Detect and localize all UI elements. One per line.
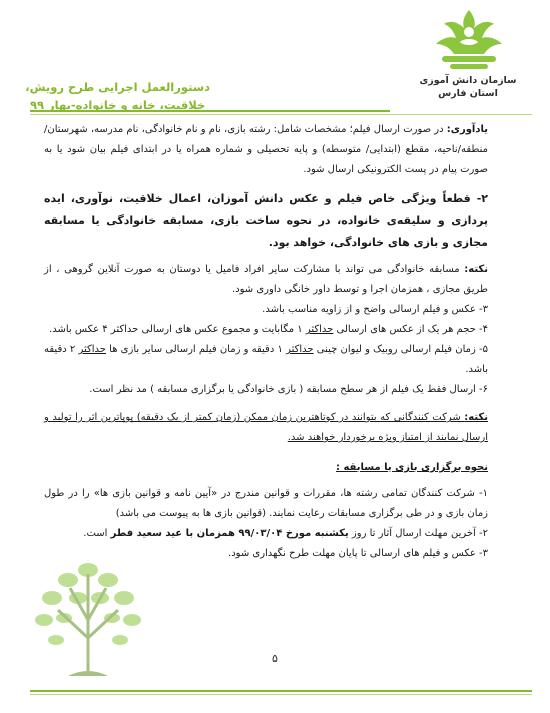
section-item-3: ۳- عکس و فیلم های ارسالی تا پایان مهلت طرح نگهداری شود. [228,548,488,559]
item-5-text-a: ۵- زمان فیلم ارسالی روبیک و لیوان چینی [313,344,489,355]
note-2-text: شرکت کنندگانی که بتوانند در کوتاهترین زمان ممکن (زمان کمتر از یک دقیقه) پوپاترین اثر را تولید و ارسال نمایند از امتیاز ویژه برخوردار خواهند شد. [44,412,488,443]
note-2 [44,408,488,448]
reminder-paragraph [44,120,488,180]
note-2-label: نکته: [464,412,488,423]
document-title-line1: دستورالعمل اجرایی طرح رویش، [25,80,210,94]
document-title-line2: خلاقیت، خانه و خانواده-بهار ۹۹ [30,98,206,112]
organization-logo-icon [430,6,508,72]
organization-name-line2: استان فارس [438,88,498,99]
note-1-label: نکته: [464,264,488,275]
section-item-1: ۱- شرکت کنندگان تمامی رشته ها، مقررات و قوانین مندرج در «آیین نامه و قوانین بازی ها» را در طول زمان بازی و در طی برگزاری مسابقات رعایت نمایند. (قوانین بازی ها به پیوست می باشد) [44,488,488,519]
header-divider [30,110,390,112]
header-divider-thin [30,114,532,115]
section-item-2-text-c: است. [83,528,111,539]
item-3: ۳- عکس و فیلم ارسالی واضح و از زاویه مناسب باشد. [262,304,488,315]
document-title [25,78,210,114]
item-4-text-b: ۱ مگابایت و مجموع عکس های ارسالی حداکثر ۴ عکس باشد. [49,324,306,335]
item-5-underlined-1: حداکثر [286,344,314,355]
item-4 [44,320,488,340]
item-5-text-c: ۲ دقیقه باشد. [44,344,488,375]
section-item-2-deadline: یکشنبه مورخ ۹۹/۰۳/۰۴ همزمان با عید سعید فطر [110,528,349,539]
section-item-2-text-a: ۲- آخرین مهلت ارسال آثار تا روز [348,528,488,539]
item-5-text-b: ۱ دقیقه و زمان فیلم ارسالی سایر بازی ها [105,344,287,355]
page-header [0,0,550,120]
footer-divider [30,690,532,692]
reminder-label: یادآوری: [446,124,488,135]
reminder-text: در صورت ارسال فیلم؛ مشخصات شامل: رشته بازی، نام و نام خانوادگی، نام مدرسه، شهرستان/منطقه/ناحیه، مقطع (ابتدایی/ متوسطه) و پایه تحصیلی و شماره همراه یا در ابتدای فیلم بیان شود یا به صورت پیام در پست الکترونیکی ارسال شود. [44,124,488,175]
organization-name-line1: سازمان دانش آموزی [419,75,517,86]
item-5-underlined-2: حداکثر [78,344,106,355]
note-1 [44,260,488,300]
page-number: ۵ [272,652,278,665]
document-body [44,120,488,564]
note-1-text: مسابقه خانوادگی می تواند با مشارکت سایر افراد فامیل یا دوستان به صورت آنلاین گروهی ، از طریق مجازی ، همزمان اجرا و توسط داور خانگی داوری شود. [44,264,488,295]
item-4-underlined: حداکثر [305,324,334,335]
organization-name [404,74,532,100]
item-6: ۶- ارسال فقط یک فیلم از هر سطح مسابقه ( بازی خانوادگی یا برگزاری مسابقه ) مد نظر است. [89,384,488,395]
item-5 [44,340,488,380]
section-title: نحوه برگزاری بازی یا مسابقه : [336,462,488,473]
item-4-text-a: ۴- حجم هر یک از عکس های ارسالی [333,324,488,335]
section-item-2 [44,524,488,544]
item-2: ۲- قطعاً ویژگی خاص فیلم و عکس دانش آموزان، اعمال خلاقیت، نوآوری، ایده پردازی و سلیقه‌ی خانواده، در نحوه ساخت بازی، مسابقه خانوادگی یا مسابقه مجازی و بازی های خانوادگی، خواهد بود. [44,192,488,249]
footer-divider-thin [30,694,532,695]
